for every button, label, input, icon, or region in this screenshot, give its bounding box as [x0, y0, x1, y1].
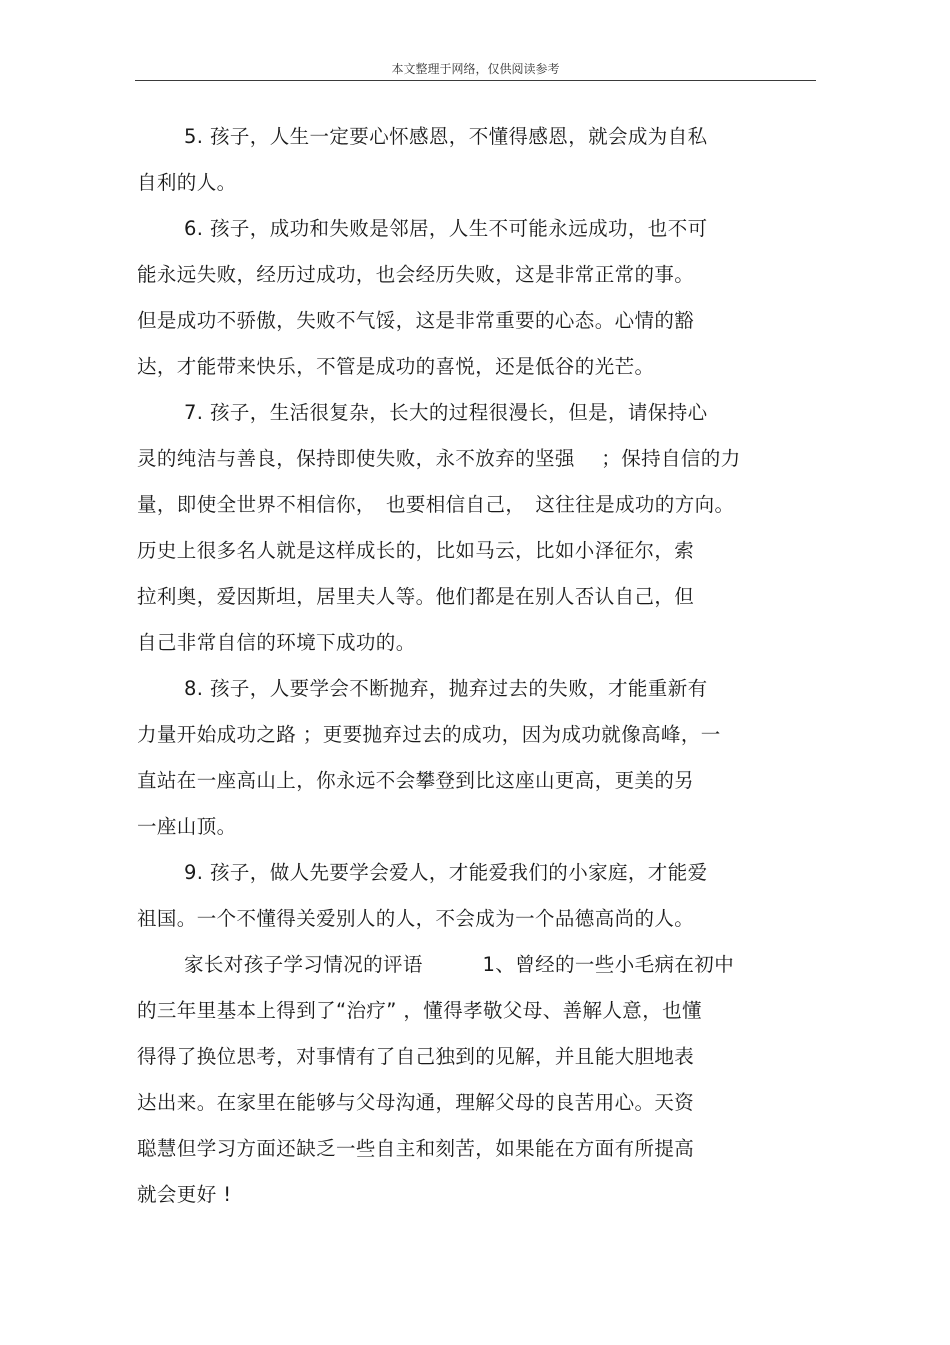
document-body — [137, 114, 817, 1218]
text-line: 8. 孩子，人要学会不断抛弃，抛弃过去的失败，才能重新有 — [184, 677, 708, 700]
text-line: 但是成功不骄傲，失败不气馁，这是非常重要的心态。心情的豁 — [137, 309, 695, 332]
text-line: 力量开始成功之路 ；更要抛弃过去的成功，因为成功就像高峰，一 — [137, 723, 721, 746]
text-line: 自利的人。 — [137, 171, 237, 194]
text-line: 聪慧但学习方面还缺乏一些自主和刻苦，如果能在方面有所提高 — [137, 1137, 695, 1160]
text-line: 5. 孩子，人生一定要心怀感恩，不懂得感恩，就会成为自私 — [184, 125, 708, 148]
text-line: 历史上很多名人就是这样成长的，比如马云，比如小泽征尔，索 — [137, 539, 695, 562]
text-line: 达出来。在家里在能够与父母沟通，理解父母的良苦用心。天资 — [137, 1091, 695, 1114]
text-line: 灵的纯洁与善良，保持即使失败，永不放弃的坚强 ；保持自信的力 — [137, 447, 741, 470]
text-line: 6. 孩子，成功和失败是邻居，人生不可能永远成功，也不可 — [184, 217, 708, 240]
text-line: 量，即使全世界不相信你， 也要相信自己， 这往往是成功的方向。 — [137, 493, 735, 516]
text-line: 能永远失败，经历过成功，也会经历失败，这是非常正常的事。 — [137, 263, 695, 286]
text-line: 祖国。一个不懂得关爱别人的人，不会成为一个品德高尚的人。 — [137, 907, 695, 930]
header-divider — [135, 80, 816, 81]
text-line: 一座山顶。 — [137, 815, 237, 838]
text-line: 9. 孩子，做人先要学会爱人，才能爱我们的小家庭，才能爱 — [184, 861, 708, 884]
text-line: 家长对孩子学习情况的评语 1、曾经的一些小毛病在初中 — [184, 953, 735, 976]
page-header: 本文整理于网络，仅供阅读参考 — [391, 62, 560, 76]
text-line: 达，才能带来快乐，不管是成功的喜悦，还是低谷的光芒。 — [137, 355, 655, 378]
text-line: 拉利奥，爱因斯坦，居里夫人等。他们都是在别人否认自己，但 — [137, 585, 695, 608]
text-line: 自己非常自信的环境下成功的。 — [137, 631, 416, 654]
text-line: 得得了换位思考，对事情有了自己独到的见解，并且能大胆地表 — [137, 1045, 695, 1068]
text-line: 就会更好 ! — [137, 1183, 232, 1206]
text-line: 的三年里基本上得到了“治疗” ，懂得孝敬父母、善解人意，也懂 — [137, 999, 702, 1022]
text-line: 7. 孩子，生活很复杂，长大的过程很漫长，但是，请保持心 — [184, 401, 708, 424]
text-line: 直站在一座高山上，你永远不会攀登到比这座山更高，更美的另 — [137, 769, 695, 792]
